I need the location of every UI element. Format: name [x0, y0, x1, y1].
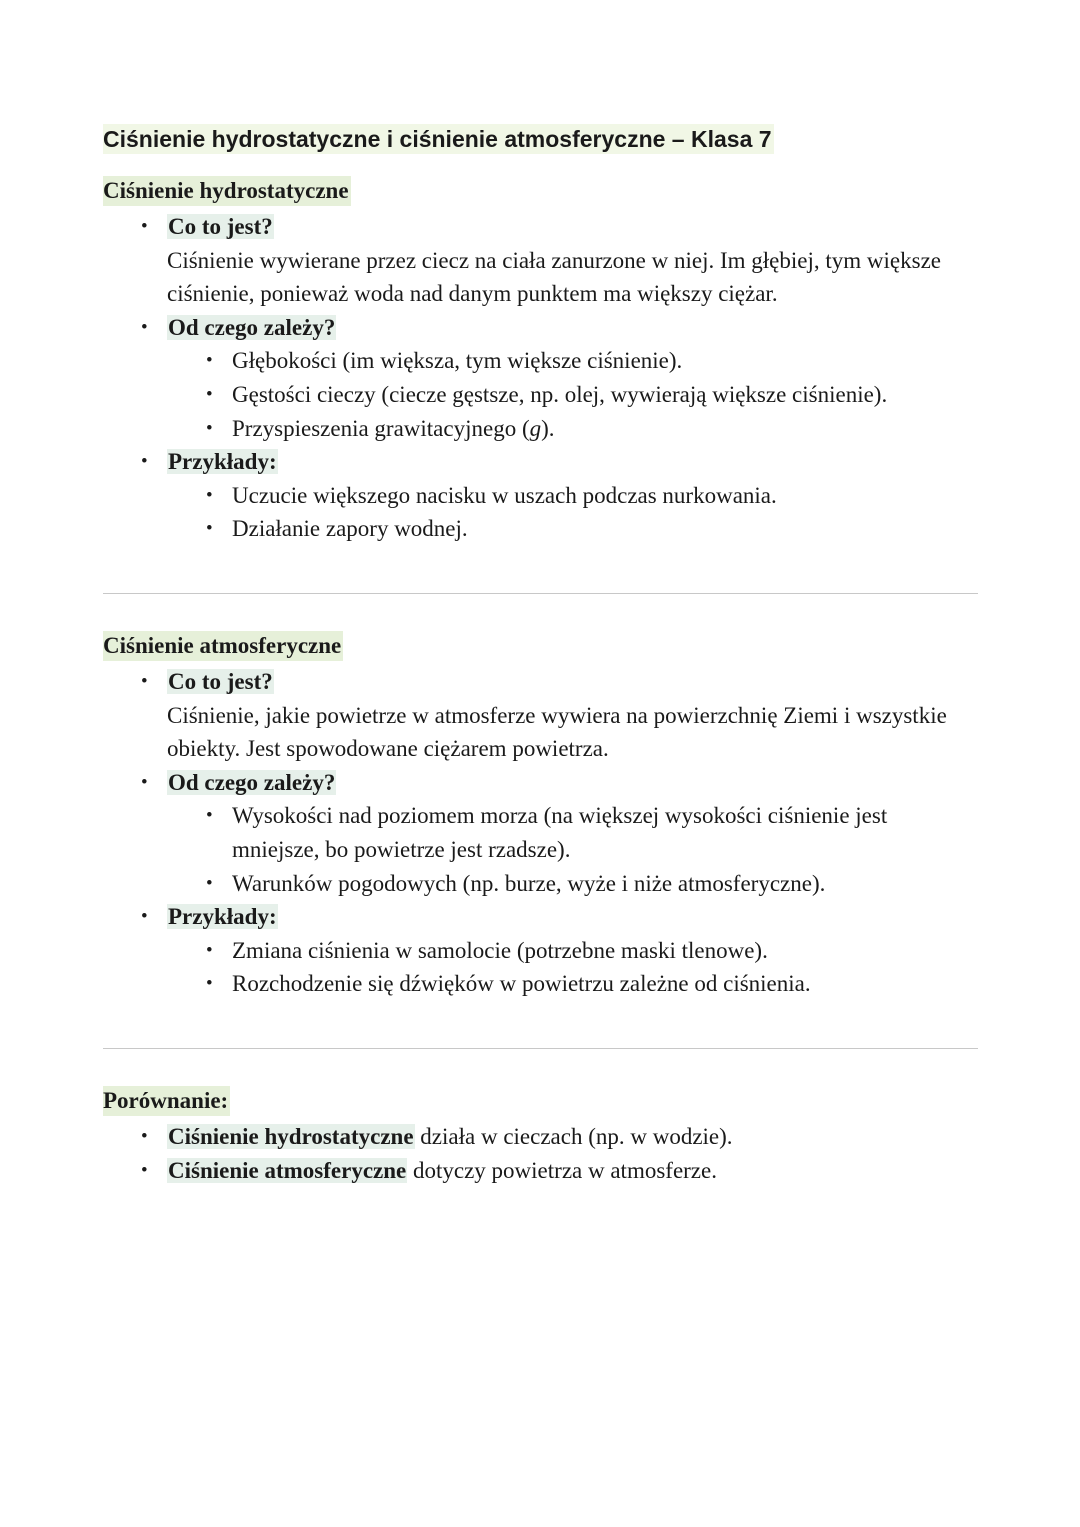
bullet-icon: • — [206, 973, 213, 995]
sub-list — [167, 934, 978, 1001]
sub-list-item — [167, 412, 978, 446]
bullet-icon: • — [206, 484, 213, 506]
sub-item-text: ). — [541, 415, 555, 441]
item-label: Przykłady: — [168, 449, 277, 475]
list-item-examples — [103, 900, 978, 1001]
comparison-item — [103, 1154, 978, 1188]
sub-item-text: Warunków pogodowych (np. burze, wyże i niże atmosferyczne). — [232, 870, 826, 896]
bullet-icon: • — [206, 417, 213, 439]
sub-list-item — [167, 967, 978, 1001]
sub-list — [167, 344, 978, 445]
section-comparison — [103, 1086, 978, 1187]
bullet-icon: • — [141, 451, 148, 473]
hydro-list — [103, 210, 978, 546]
sub-item-text: Wysokości nad poziomem morza (na większej wysokości ciśnienie jest mniejsze, bo powietrze jest rzadsze). — [232, 803, 888, 862]
list-item-depends — [103, 766, 978, 900]
sub-list-item — [167, 344, 978, 378]
sub-item-text: Gęstości cieczy (ciecze gęstsze, np. olej, wywierają większe ciśnienie). — [232, 381, 888, 407]
item-description: Ciśnienie wywierane przez ciecz na ciała zanurzone w niej. Im głębiej, tym większe ciśnienie, ponieważ woda nad danym punktem ma większy ciężar. — [167, 247, 941, 307]
section-heading: Ciśnienie atmosferyczne — [103, 631, 343, 661]
bullet-icon: • — [206, 518, 213, 540]
list-item-what — [103, 665, 978, 766]
item-label: Co to jest? — [168, 214, 273, 239]
list-item-depends — [103, 311, 978, 445]
comparison-term: Ciśnienie hydrostatyczne — [168, 1124, 414, 1149]
bullet-icon: • — [206, 350, 213, 372]
item-label: Co to jest? — [168, 669, 273, 694]
section-atmospheric — [103, 631, 978, 1001]
section-heading: Porównanie: — [103, 1086, 230, 1116]
sub-list-item — [167, 479, 978, 513]
section-hydrostatic — [103, 176, 978, 546]
sub-item-text: Rozchodzenie się dźwięków w powietrzu zależne od ciśnienia. — [232, 971, 811, 997]
comparison-term: Ciśnienie atmosferyczne — [168, 1157, 407, 1183]
comparison-item — [103, 1120, 978, 1154]
sub-list-item — [167, 378, 978, 412]
bullet-icon: • — [206, 872, 213, 894]
document-title: Ciśnienie hydrostatyczne i ciśnienie atmosferyczne – Klasa 7 — [103, 126, 772, 152]
sub-list-item — [167, 799, 978, 866]
bullet-icon: • — [141, 671, 148, 692]
bullet-icon: • — [141, 316, 148, 338]
sub-list — [167, 479, 978, 546]
item-label: Od czego zależy? — [168, 314, 336, 340]
section-heading: Ciśnienie hydrostatyczne — [103, 176, 351, 206]
item-description: Ciśnienie, jakie powietrze w atmosferze wywiera na powierzchnię Ziemi i wszystkie obiekty. Jest spowodowane ciężarem powietrza. — [167, 702, 947, 762]
sub-list-item — [167, 867, 978, 901]
gravity-symbol: g — [529, 415, 542, 441]
list-item-examples — [103, 445, 978, 546]
item-label: Przykłady: — [168, 904, 277, 930]
comparison-text: działa w cieczach (np. w wodzie). — [414, 1124, 733, 1149]
bullet-icon: • — [206, 939, 213, 961]
atmo-list — [103, 665, 978, 1001]
divider — [103, 593, 978, 594]
sub-item-text: Uczucie większego nacisku w uszach podczas nurkowania. — [232, 482, 777, 508]
comparison-text: dotyczy powietrza w atmosferze. — [407, 1157, 717, 1183]
sub-list — [167, 799, 978, 900]
sub-item-text: Przyspieszenia grawitacyjnego ( — [232, 415, 530, 441]
sub-item-text: Głębokości (im większa, tym większe ciśnienie). — [232, 348, 683, 374]
bullet-icon: • — [206, 383, 213, 405]
sub-item-text: Zmiana ciśnienia w samolocie (potrzebne maski tlenowe). — [232, 937, 768, 963]
list-item-what — [103, 210, 978, 311]
bullet-icon: • — [141, 1159, 148, 1181]
bullet-icon: • — [141, 216, 148, 237]
divider — [103, 1048, 978, 1049]
bullet-icon: • — [141, 1126, 148, 1147]
bullet-icon: • — [206, 805, 213, 827]
sub-list-item — [167, 934, 978, 968]
sub-list-item — [167, 512, 978, 546]
comparison-list — [103, 1120, 978, 1187]
item-label: Od czego zależy? — [168, 769, 336, 795]
bullet-icon: • — [141, 771, 148, 793]
bullet-icon: • — [141, 906, 148, 928]
sub-item-text: Działanie zapory wodnej. — [232, 516, 468, 542]
